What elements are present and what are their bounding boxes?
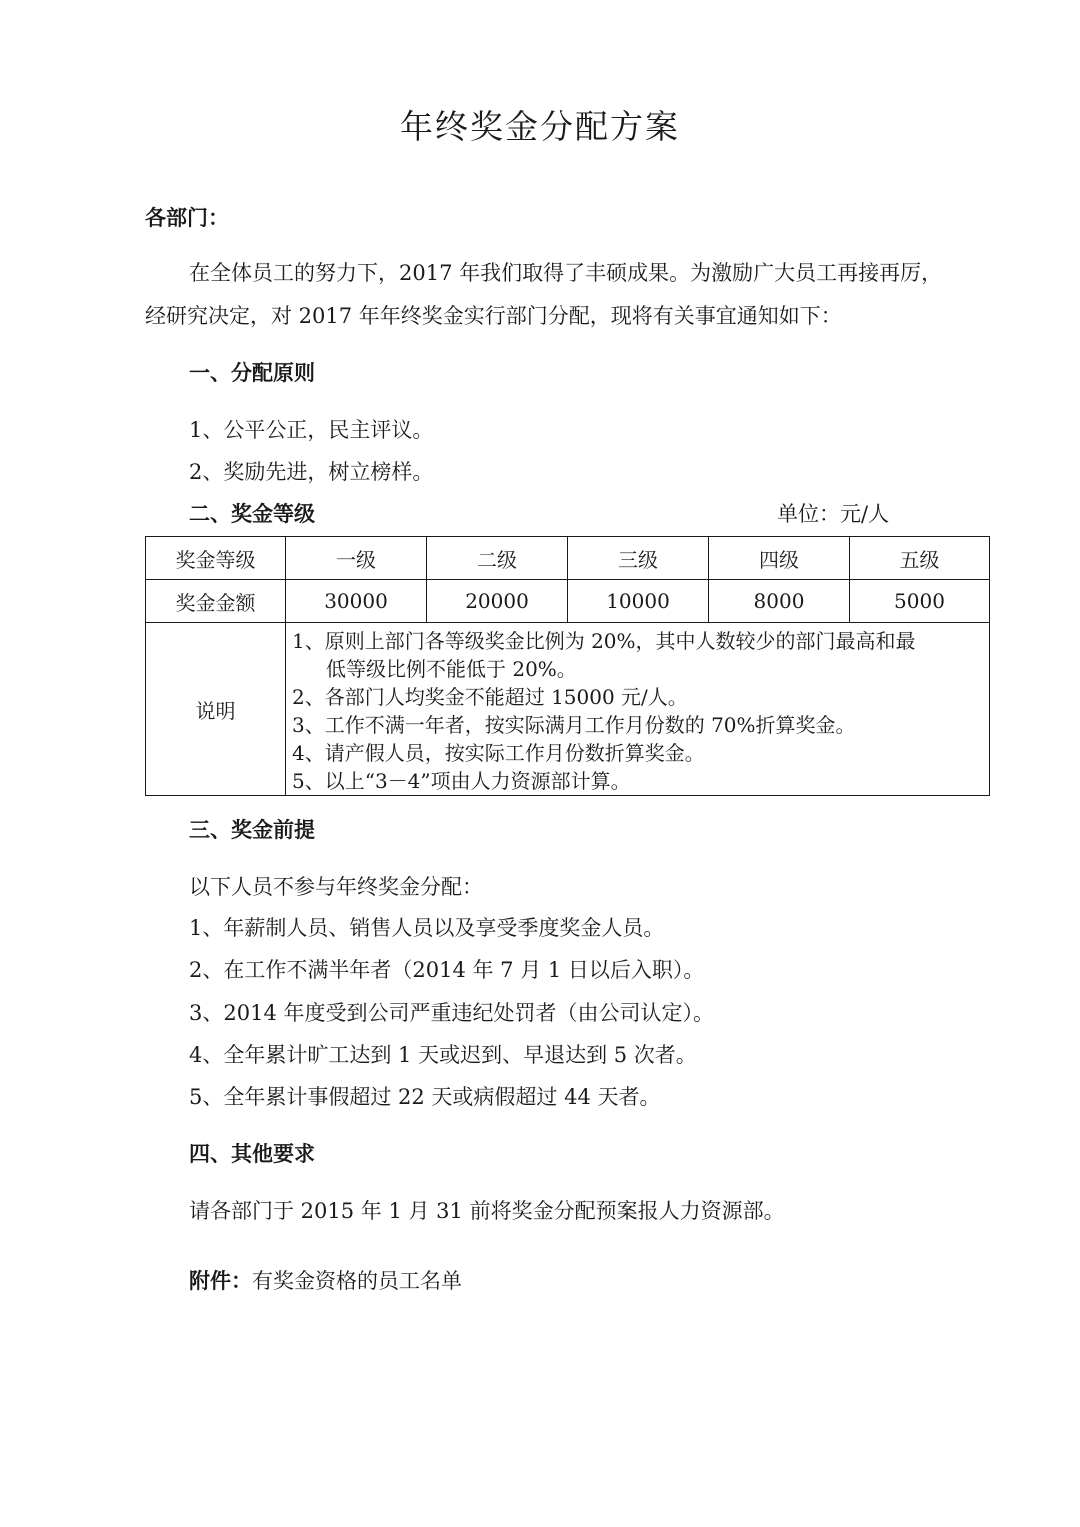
level-cell: 一级 [286, 537, 427, 580]
section-4-heading: 四、其他要求 [189, 1141, 315, 1166]
amount-cell: 8000 [709, 580, 850, 623]
table-row-levels [146, 537, 990, 580]
table-header-cell: 奖金等级 [146, 537, 286, 580]
table-header-cell: 说明 [146, 623, 286, 796]
intro-line-2: 经研究决定，对 2017 年年终奖金实行部门分配，现将有关事宜通知如下： [145, 304, 842, 328]
amount-cell: 10000 [568, 580, 709, 623]
section-3-item: 5、全年累计事假超过 22 天或病假超过 44 天者。 [189, 1085, 661, 1109]
level-cell: 五级 [850, 537, 990, 580]
section-1-heading: 一、分配原则 [189, 360, 315, 385]
section-1-item: 2、奖励先进，树立榜样。 [189, 460, 434, 484]
note-line: 3、工作不满一年者，按实际满月工作月份数的 70%折算奖金。 [292, 713, 856, 737]
attachment [189, 1266, 462, 1296]
amount-cell: 30000 [286, 580, 427, 623]
section-3-item: 3、2014 年度受到公司严重违纪处罚者（由公司认定）。 [189, 1001, 714, 1025]
amount-cell: 20000 [427, 580, 568, 623]
note-line: 1、原则上部门各等级奖金比例为 20%，其中人数较少的部门最高和最 [292, 629, 916, 653]
section-3-item: 1、年薪制人员、销售人员以及享受季度奖金人员。 [189, 916, 665, 940]
section-1-item: 1、公平公正，民主评议。 [189, 418, 434, 442]
attachment-label: 附件： [189, 1268, 252, 1293]
section-3-item: 4、全年累计旷工达到 1 天或迟到、早退达到 5 次者。 [189, 1043, 697, 1067]
level-cell: 四级 [709, 537, 850, 580]
note-line: 4、请产假人员，按实际工作月份数折算奖金。 [292, 741, 705, 765]
section-3-heading: 三、奖金前提 [189, 817, 315, 842]
notes-cell [286, 623, 990, 796]
table-row-notes [146, 623, 990, 796]
intro-line-1: 在全体员工的努力下，2017 年我们取得了丰硕成果。为激励广大员工再接再厉， [189, 261, 943, 285]
level-cell: 二级 [427, 537, 568, 580]
note-line: 低等级比例不能低于 20%。 [326, 657, 577, 681]
document-title: 年终奖金分配方案 [400, 107, 680, 146]
section-2-heading: 二、奖金等级 [189, 501, 315, 526]
table-header-cell: 奖金金额 [146, 580, 286, 623]
table-row-amounts [146, 580, 990, 623]
note-line: 2、各部门人均奖金不能超过 15000 元/人。 [292, 685, 688, 709]
salutation: 各部门： [145, 205, 229, 230]
unit-label: 单位：元/人 [777, 502, 890, 526]
section-3-intro: 以下人员不参与年终奖金分配： [189, 875, 483, 899]
note-line: 5、以上“3－4”项由人力资源部计算。 [292, 769, 631, 793]
attachment-text: 有奖金资格的员工名单 [252, 1269, 462, 1293]
amount-cell: 5000 [850, 580, 990, 623]
section-3-item: 2、在工作不满半年者（2014 年 7 月 1 日以后入职）。 [189, 958, 705, 982]
bonus-grade-table [145, 536, 990, 796]
section-4-text: 请各部门于 2015 年 1 月 31 前将奖金分配预案报人力资源部。 [189, 1199, 785, 1223]
level-cell: 三级 [568, 537, 709, 580]
